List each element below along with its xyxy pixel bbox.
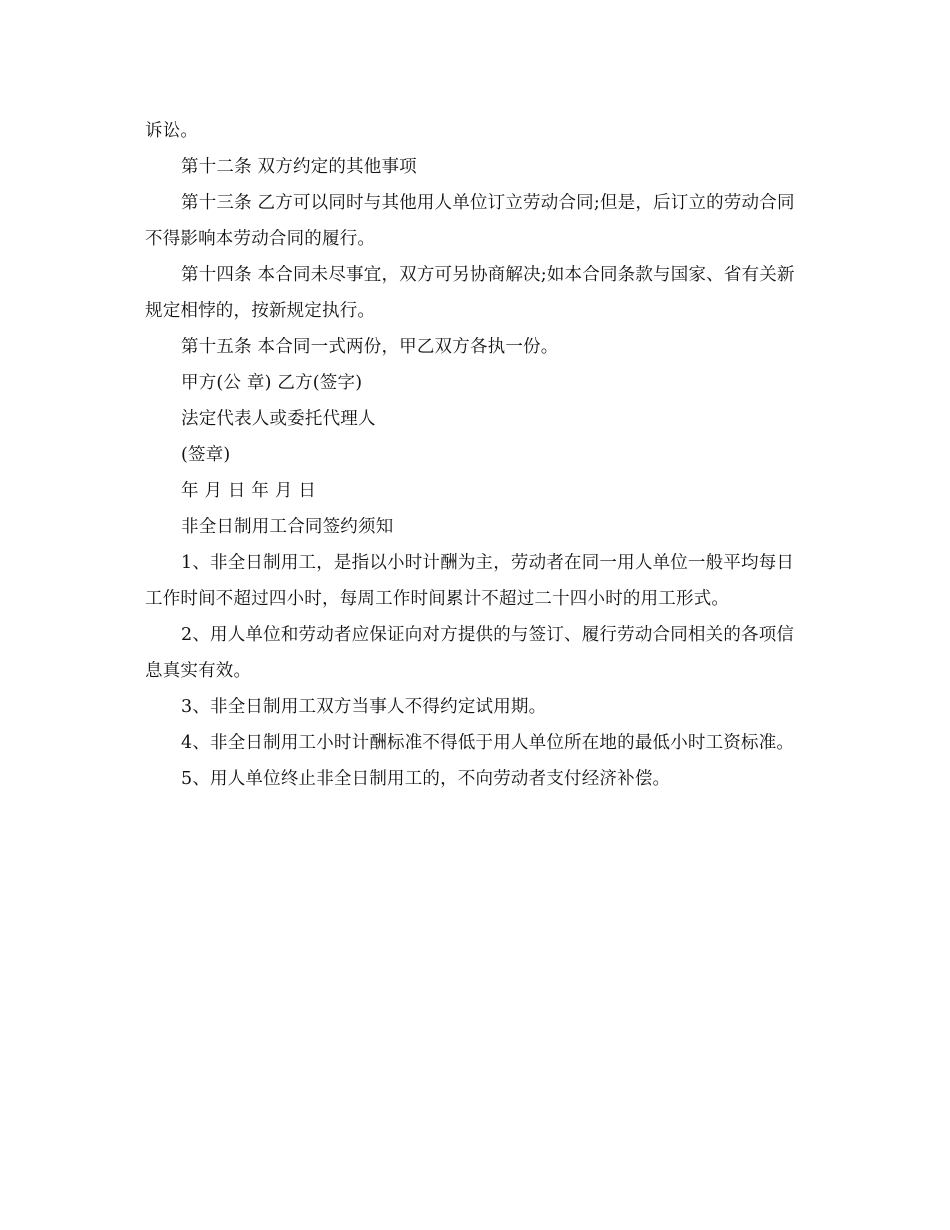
notice-item-3: 3、非全日制用工双方当事人不得约定试用期。 — [181, 697, 547, 717]
notice-item-1: 1、非全日制用工，是指以小时计酬为主，劳动者在同一用人单位一般平均每日工作时间不超过四小时，每周工作时间累计不超过二十四小时的用工形式。 — [145, 553, 795, 609]
seal-line: (签章) — [181, 445, 231, 465]
date-line: 年 月 日 年 月 日 — [181, 481, 317, 501]
clause-15: 第十五条 本合同一式两份，甲乙双方各执一份。 — [181, 337, 559, 357]
document-body — [145, 113, 810, 797]
clause-13: 第十三条 乙方可以同时与其他用人单位订立劳动合同;但是，后订立的劳动合同不得影响本劳动合同的履行。 — [145, 193, 795, 249]
clause-14: 第十四条 本合同未尽事宜，双方可另协商解决;如本合同条款与国家、省有关新规定相悖的，按新规定执行。 — [145, 265, 795, 321]
notice-item-2: 2、用人单位和劳动者应保证向对方提供的与签订、履行劳动合同相关的各项信息真实有效。 — [145, 625, 795, 681]
signature-parties: 甲方(公 章) 乙方(签字) — [181, 373, 363, 393]
notice-item-5: 5、用人单位终止非全日制用工的，不向劳动者支付经济补偿。 — [181, 769, 671, 789]
legal-representative-line: 法定代表人或委托代理人 — [181, 409, 376, 429]
clause-12: 第十二条 双方约定的其他事项 — [181, 157, 417, 177]
section-heading: 非全日制用工合同签约须知 — [181, 517, 394, 537]
paragraph-continuation: 诉讼。 — [145, 121, 199, 141]
notice-item-4: 4、非全日制用工小时计酬标准不得低于用人单位所在地的最低小时工资标准。 — [181, 733, 795, 753]
